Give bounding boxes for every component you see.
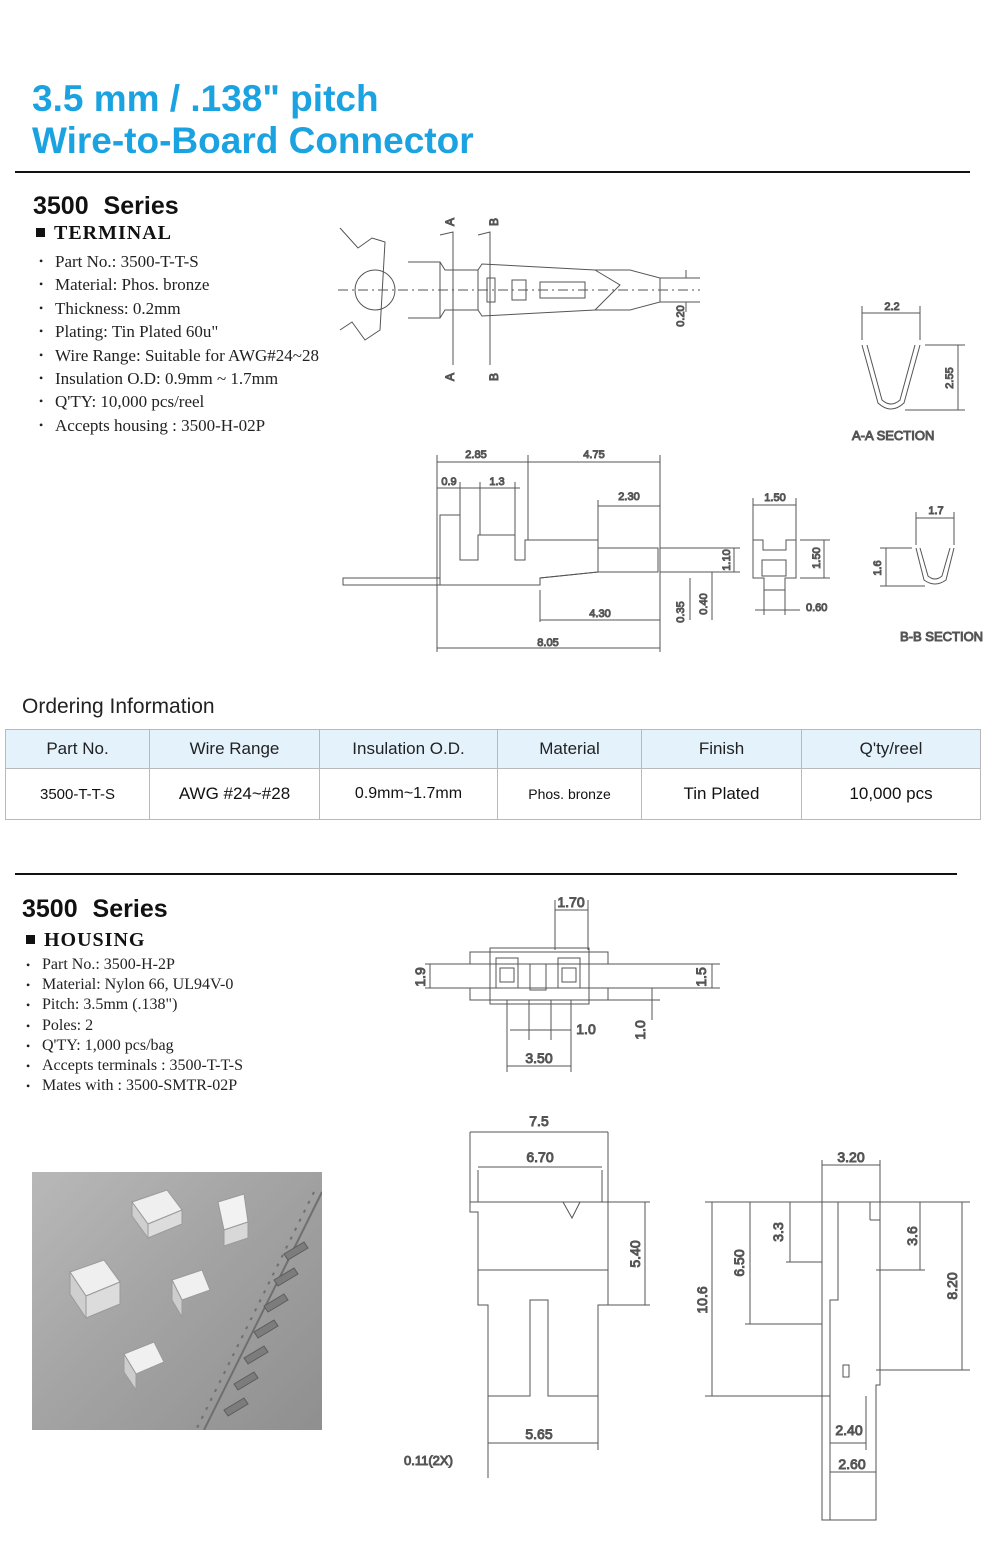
terminal-drawing (0, 0, 1000, 690)
dim-3-50: 3.50 (525, 1050, 553, 1066)
ordering-header-row (6, 730, 981, 769)
dim-1-6: 1.6 (872, 560, 884, 576)
dim-1-10: 1.10 (721, 549, 733, 571)
page-title-line1: 3.5 mm / .138" pitch (32, 78, 379, 119)
dim-2-40: 2.40 (835, 1422, 863, 1438)
dim-3-6: 3.6 (904, 1226, 920, 1246)
table-cell: 10,000 pcs (802, 769, 981, 820)
dim-1-0-vertical: 1.0 (632, 1020, 648, 1040)
section-bb-view (880, 512, 954, 586)
dim-0-9: 0.9 (441, 476, 457, 488)
housing-top-view (425, 900, 720, 1072)
column-header: Material (498, 730, 642, 769)
table-cell: Tin Plated (642, 769, 802, 820)
dim-7-5: 7.5 (529, 1113, 549, 1129)
dim-5-65: 5.65 (525, 1426, 553, 1442)
ordering-title: Ordering Information (22, 695, 215, 718)
housing-heading-label: HOUSING (44, 929, 146, 951)
marker-a-bottom: A (443, 372, 457, 382)
dim-3-20: 3.20 (837, 1149, 865, 1165)
dim-2-85: 2.85 (465, 449, 487, 461)
dim-0-60: 0.60 (806, 602, 828, 614)
dim-10-6: 10.6 (694, 1286, 710, 1314)
housing-spec-item: • Mates with : 3500-SMTR-02P (22, 1076, 243, 1096)
column-header: Q'ty/reel (802, 730, 981, 769)
section-aa-view (862, 306, 965, 410)
dim-8-05: 8.05 (537, 637, 559, 649)
column-header: Finish (642, 730, 802, 769)
housing-spec-item: • Accepts terminals : 3500-T-T-S (22, 1056, 243, 1076)
housing-rule (15, 873, 957, 875)
marker-b-bottom: B (487, 372, 501, 382)
dim-0-35: 0.35 (675, 601, 687, 623)
housing-spec-item: • Pitch: 3.5mm (.138") (22, 995, 243, 1015)
housing-spec-item: • Material: Nylon 66, UL94V-0 (22, 975, 243, 995)
dim-2-30: 2.30 (618, 491, 640, 503)
dim-0-20: 0.20 (675, 305, 687, 327)
housing-spec-item: • Part No.: 3500-H-2P (22, 955, 243, 975)
terminal-spec-item: • Wire Range: Suitable for AWG#24~28 (35, 344, 319, 367)
dim-8-20: 8.20 (944, 1272, 960, 1300)
dim-2-60: 2.60 (838, 1456, 866, 1472)
housing-front-view (470, 1132, 650, 1478)
terminal-spec-item: • Material: Phos. bronze (35, 273, 319, 296)
dim-2-55: 2.55 (944, 367, 956, 389)
section-aa-label: A-A SECTION (852, 428, 935, 443)
housing-spec-item: • Poles: 2 (22, 1016, 243, 1036)
terminal-top-view (338, 228, 700, 365)
table-cell: 3500-T-T-S (6, 769, 150, 820)
marker-a-top: A (443, 217, 457, 227)
dim-1-9: 1.9 (412, 967, 428, 987)
column-header: Part No. (6, 730, 150, 769)
table-cell: 0.9mm~1.7mm (320, 769, 498, 820)
dim-1-0-horizontal: 1.0 (576, 1021, 596, 1037)
dim-3-3: 3.3 (770, 1222, 786, 1242)
housing-series-title: 3500 Series (22, 895, 168, 923)
terminal-spec-item: • Insulation O.D: 0.9mm ~ 1.7mm (35, 367, 319, 390)
dim-1-3: 1.3 (489, 476, 505, 488)
page-title-line2: Wire-to-Board Connector (32, 120, 474, 161)
dim-5-40: 5.40 (627, 1240, 643, 1268)
column-header: Wire Range (150, 730, 320, 769)
table-cell: AWG #24~#28 (150, 769, 320, 820)
ordering-table (5, 729, 981, 820)
dim-1-50-width: 1.50 (764, 492, 786, 504)
dim-2-2: 2.2 (884, 301, 900, 313)
dim-1-50-height: 1.50 (811, 547, 823, 569)
housing-drawing (0, 880, 1000, 1558)
dim-4-30: 4.30 (589, 608, 611, 620)
dim-1-7: 1.7 (928, 505, 944, 517)
table-cell: Phos. bronze (498, 769, 642, 820)
dim-4-75: 4.75 (583, 449, 605, 461)
terminal-spec-item: • Accepts housing : 3500-H-02P (35, 414, 319, 437)
terminal-series-title: 3500 Series (33, 192, 179, 220)
dim-6-50: 6.50 (731, 1249, 747, 1277)
table-row (6, 769, 981, 820)
terminal-spec-item: • Thickness: 0.2mm (35, 297, 319, 320)
column-header: Insulation O.D. (320, 730, 498, 769)
dim-6-70: 6.70 (526, 1149, 554, 1165)
dim-1-70: 1.70 (557, 894, 585, 910)
terminal-heading-label: TERMINAL (54, 222, 173, 244)
housing-spec-item: • Q'TY: 1,000 pcs/bag (22, 1036, 243, 1056)
terminal-spec-item: • Part No.: 3500-T-T-S (35, 250, 319, 273)
terminal-spec-item: • Plating: Tin Plated 60u" (35, 320, 319, 343)
dim-1-5: 1.5 (693, 967, 709, 987)
terminal-spec-item: • Q'TY: 10,000 pcs/reel (35, 390, 319, 413)
dim-0-40: 0.40 (698, 593, 710, 615)
dim-0-11-2x: 0.11(2X) (404, 1453, 453, 1468)
marker-b-top: B (487, 217, 501, 227)
section-bb-label: B-B SECTION (900, 629, 984, 644)
